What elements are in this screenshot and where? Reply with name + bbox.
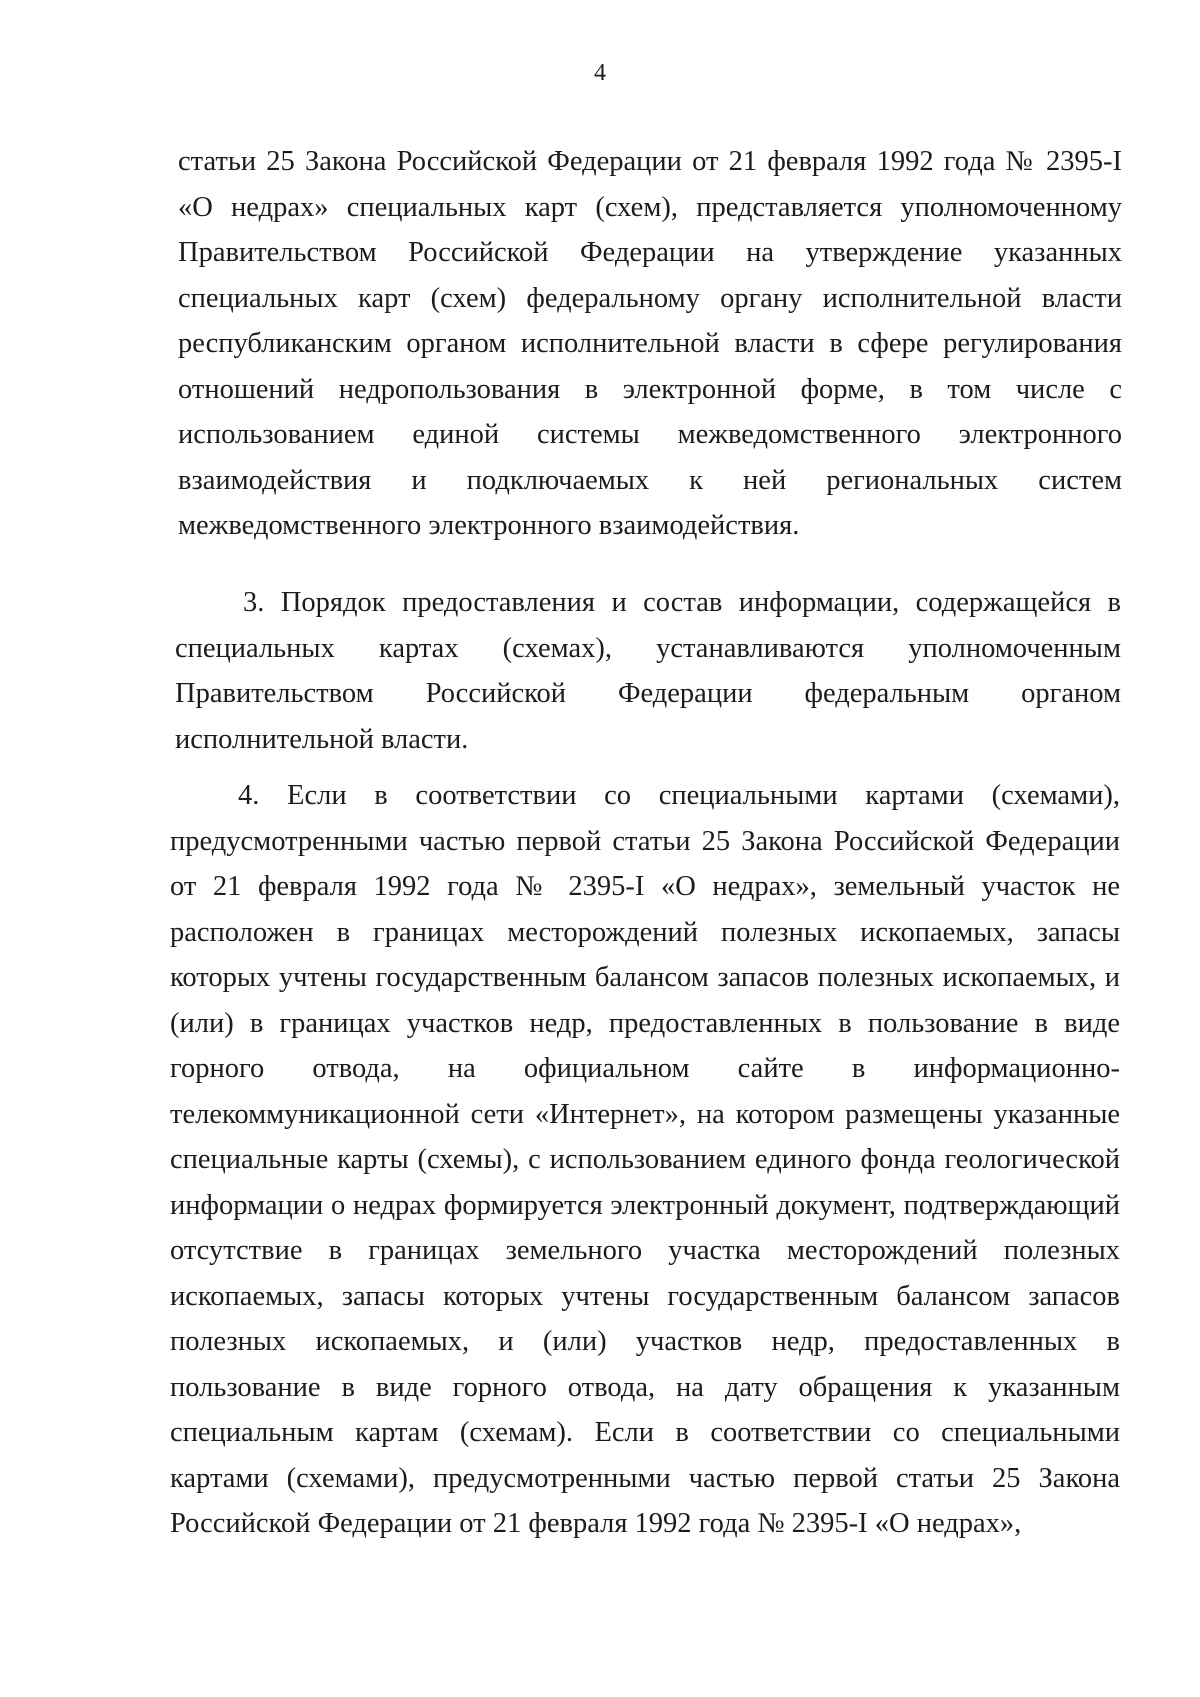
paragraph-continuation <box>178 139 1122 549</box>
page-number: 4 <box>594 60 606 86</box>
paragraph-text: 3. Порядок предоставления и состав информации, содержащейся в специальных картах (схемах), устанавливаются уполномоченным Правительством Российской Федерации федеральным органом исполнительной власти. <box>175 587 1121 755</box>
paragraph-item-3 <box>175 580 1121 762</box>
paragraph-text: статьи 25 Закона Российской Федерации от 21 февраля 1992 года № 2395-I «О недрах» специальных карт (схем), представляется уполномоченному Правительством Российской Федерации на утверждение указанных специальных карт (схем) федеральному органу исполнительной власти республиканским органом исполнительной власти в сфере регулирования отношений недропользования в электронной форме, в том числе с использованием единой системы межведомственного электронного взаимодействия и подключаемых к ней региональных систем межведомственного электронного взаимодействия. <box>178 146 1122 541</box>
paragraph-item-4 <box>170 773 1120 1547</box>
paragraph-text: 4. Если в соответствии со специальными картами (схемами), предусмотренными частью первой статьи 25 Закона Российской Федерации от 21 февраля 1992 года № 2395-I «О недрах», земельный участок не расположен в границах месторождений полезных ископаемых, запасы которых учтены государственным балансом запасов полезных ископаемых, и (или) в границах участков недр, предоставленных в пользование в виде горного отвода, на официальном сайте в информационно-телекоммуникационной сети «Интернет», на котором размещены указанные специальные карты (схемы), с использованием единого фонда геологической информации о недрах формируется электронный документ, подтверждающий отсутствие в границах земельного участка месторождений полезных ископаемых, запасы которых учтены государственным балансом запасов полезных ископаемых, и (или) участков недр, предоставленных в пользование в виде горного отвода, на дату обращения к указанным специальным картам (схемам). Если в соответствии со специальными картами (схемами), предусмотренными частью первой статьи 25 Закона Российской Федерации от 21 февраля 1992 года № 2395-I «О недрах», <box>170 780 1120 1539</box>
